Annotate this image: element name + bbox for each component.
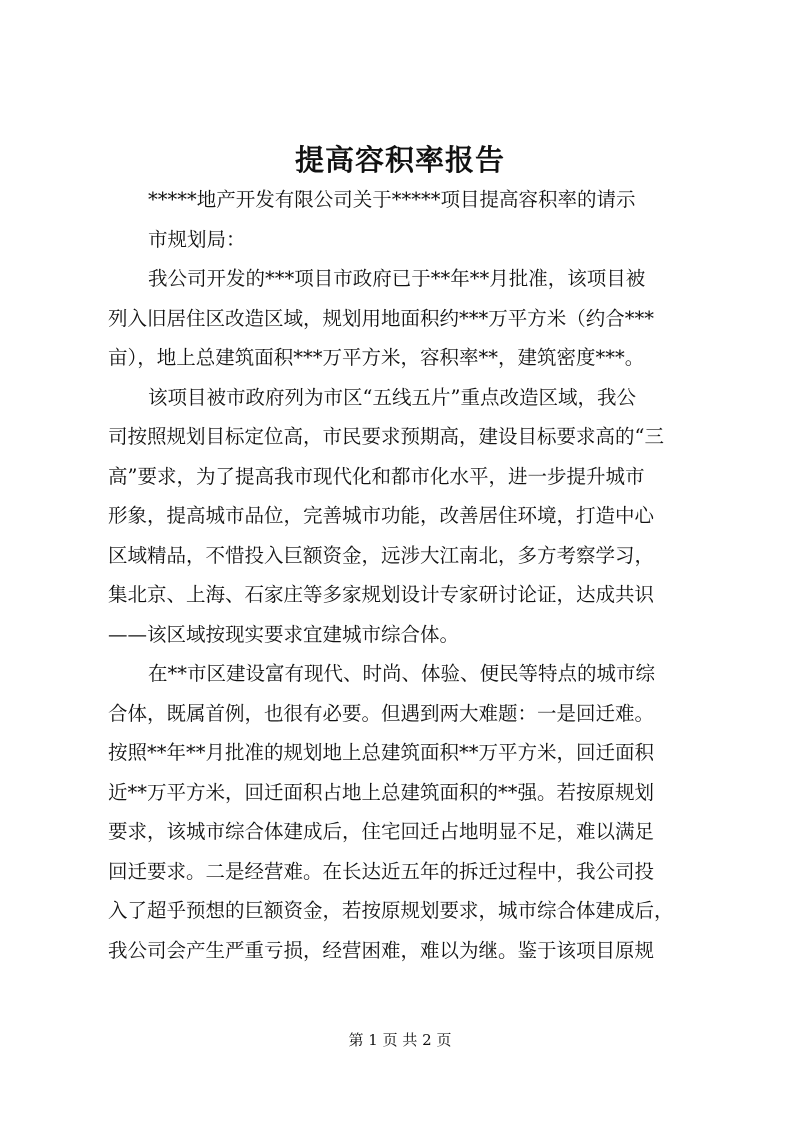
page-number-footer: 第 1 页 共 2 页	[348, 1031, 452, 1049]
body-line: 我公司会产生严重亏损，经营困难，难以为继。鉴于该项目原规	[108, 938, 655, 962]
document-title: 提高容积率报告	[294, 143, 505, 177]
body-line: *****地产开发有限公司关于*****项目提高容积率的请示	[148, 188, 636, 211]
document-body	[108, 180, 714, 970]
body-line: 亩），地上总建筑面积***万平方米，容积率**，建筑密度***。	[108, 346, 645, 369]
body-line: 按照**年**月批准的规划地上总建筑面积**万平方米，回迁面积	[108, 741, 655, 764]
body-line: 形象，提高城市品位，完善城市功能，改善居住环境，打造中心	[108, 504, 655, 527]
body-line: 近**万平方米，回迁面积占地上总建筑面积的**强。若按原规划	[108, 780, 655, 804]
body-line: 在**市区建设富有现代、时尚、体验、便民等特点的城市综	[148, 662, 656, 685]
body-line: 高”要求，为了提高我市现代化和都市化水平，进一步提升城市	[108, 464, 645, 488]
body-line: 列入旧居住区改造区域，规划用地面积约***万平方米（约合***	[108, 306, 655, 330]
body-line: 回迁要求。二是经营难。在长达近五年的拆迁过程中，我公司投	[108, 859, 655, 883]
body-line: 合体，既属首例，也很有必要。但遇到两大难题：一是回迁难。	[108, 701, 655, 725]
body-line: 司按照规划目标定位高，市民要求预期高，建设目标要求高的“三	[108, 425, 664, 448]
body-line: 要求，该城市综合体建成后，住宅回迁占地明显不足，难以满足	[108, 820, 655, 843]
body-line: 入了超乎预想的巨额资金，若按原规划要求，城市综合体建成后，	[108, 899, 674, 922]
body-line: 该项目被市政府列为市区“五线五片”重点改造区域，我公	[148, 385, 636, 409]
body-line: 市规划局：	[148, 227, 246, 251]
body-line: 集北京、上海、石家庄等多家规划设计专家研讨论证，达成共识	[108, 583, 655, 606]
body-line: ——该区域按现实要求宜建城市综合体。	[108, 622, 460, 646]
body-line: 区域精品，不惜投入巨额资金，远涉大江南北，多方考察学习，	[108, 543, 655, 567]
body-line: 我公司开发的***项目市政府已于**年**月批准，该项目被	[148, 267, 646, 290]
